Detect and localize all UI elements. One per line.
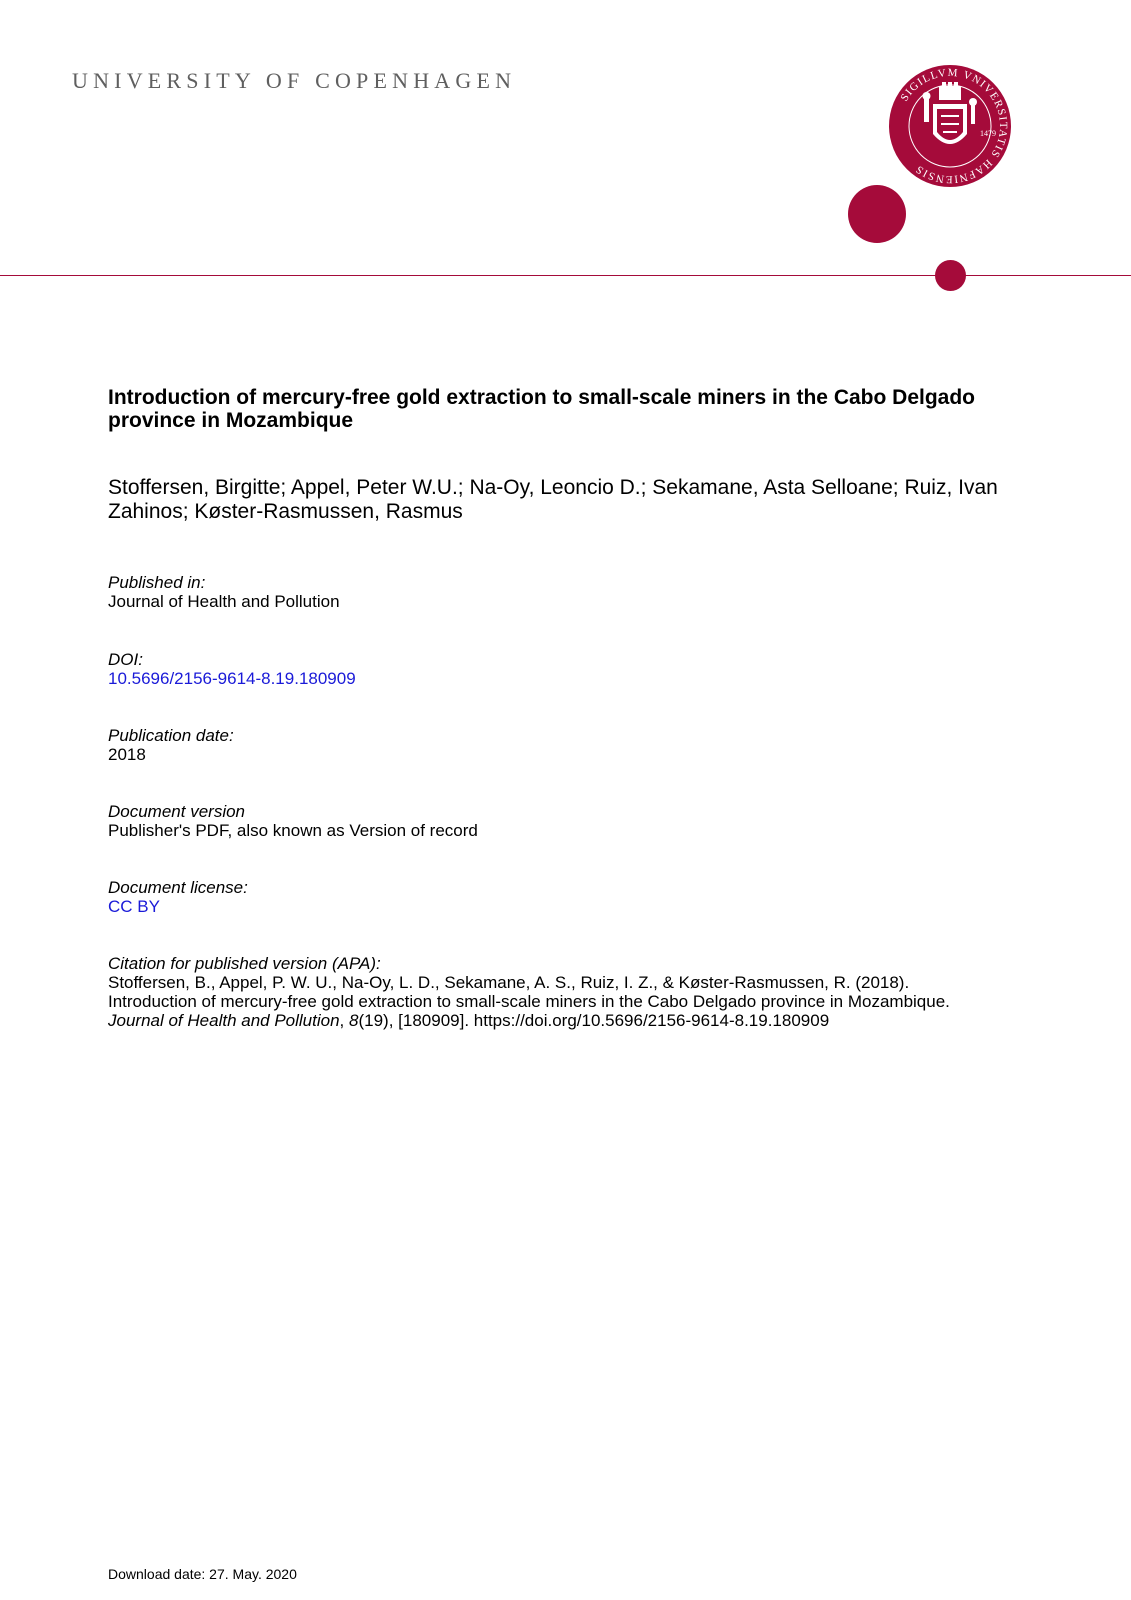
- document-license-label: Document license:: [108, 878, 248, 897]
- document-license-section: [108, 878, 248, 916]
- doi-section: [108, 650, 356, 688]
- citation-line-3: [108, 1011, 1068, 1030]
- university-wordmark: UNIVERSITY OF COPENHAGEN: [72, 68, 517, 93]
- published-in-section: [108, 573, 340, 611]
- document-version-section: [108, 802, 478, 840]
- citation-line-2: Introduction of mercury-free gold extraction to small-scale miners in the Cabo Delgado province in Mozambique.: [108, 992, 950, 1011]
- decorative-small-dot: [935, 260, 966, 291]
- document-version-label: Document version: [108, 802, 246, 821]
- authors-list: Stoffersen, Birgitte; Appel, Peter W.U.; Na-Oy, Leoncio D.; Sekamane, Asta Selloane; Ruiz, Ivan Zahinos; Køster-Rasmussen, Rasmus: [108, 476, 998, 523]
- document-title: Introduction of mercury-free gold extraction to small-scale miners in the Cabo Delgado province in Mozambique: [108, 386, 975, 432]
- citation-separator: ,: [339, 1011, 349, 1030]
- doi-label: DOI:: [108, 650, 143, 669]
- citation-journal: Journal of Health and Pollution: [108, 1011, 340, 1030]
- seal-year: 1479: [980, 129, 996, 138]
- seal-legend: SIGILLVM VNIVERSITATIS HAFNIENSIS: [898, 66, 1010, 186]
- citation-section: [108, 954, 1068, 1030]
- citation-label: Citation for published version (APA):: [108, 954, 381, 973]
- publication-date-label: Publication date:: [108, 726, 234, 745]
- download-date: Download date: 27. May. 2020: [108, 1566, 297, 1582]
- citation-issue-doi: (19), [180909]. https://doi.org/10.5696/2156-9614-8.19.180909: [358, 1011, 830, 1030]
- doi-link[interactable]: 10.5696/2156-9614-8.19.180909: [108, 669, 356, 688]
- publication-date-section: [108, 726, 234, 764]
- license-link[interactable]: CC BY: [108, 897, 160, 916]
- document-version-value: Publisher's PDF, also known as Version of record: [108, 821, 478, 840]
- published-in-value: Journal of Health and Pollution: [108, 592, 340, 611]
- citation-volume: 8: [349, 1011, 359, 1030]
- publication-date-value: 2018: [108, 745, 146, 764]
- decorative-large-dot: [848, 185, 906, 243]
- citation-line-1: Stoffersen, B., Appel, P. W. U., Na-Oy, L. D., Sekamane, A. S., Ruiz, I. Z., & Køster-Rasmussen, R. (2018).: [108, 973, 910, 992]
- published-in-label: Published in:: [108, 573, 206, 592]
- university-seal-icon: [888, 64, 1012, 188]
